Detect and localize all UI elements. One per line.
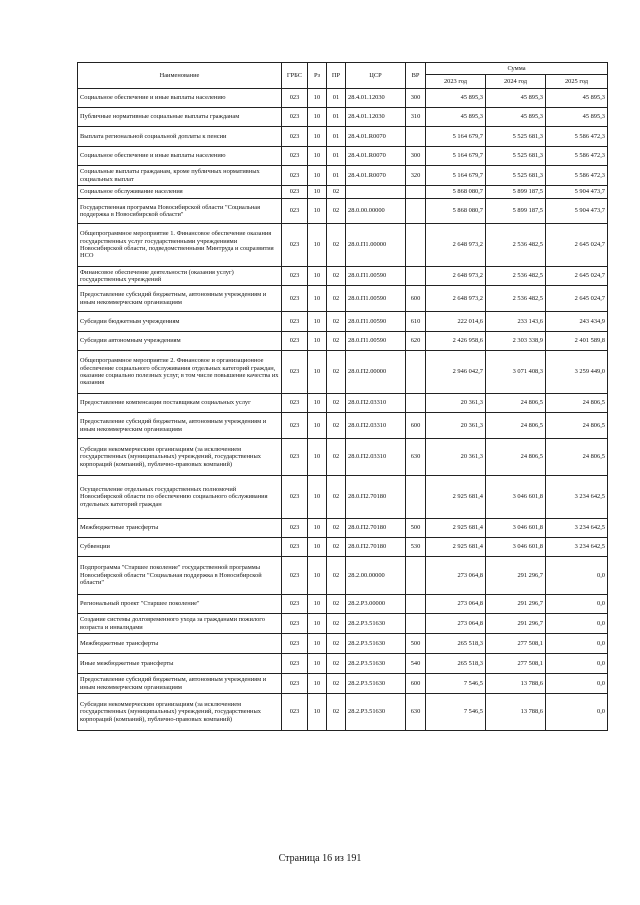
cell-grbs: 023 bbox=[282, 439, 308, 476]
cell-csr: 28.0.П2.70180 bbox=[346, 519, 406, 538]
cell-y1: 265 518,3 bbox=[426, 634, 486, 654]
cell-y1: 20 361,3 bbox=[426, 439, 486, 476]
header-name: Наименование bbox=[78, 63, 282, 89]
table-row bbox=[78, 286, 608, 312]
table-row bbox=[78, 267, 608, 286]
cell-y2: 5 525 681,3 bbox=[486, 147, 546, 166]
header-rz: Рз bbox=[308, 63, 327, 89]
cell-grbs: 023 bbox=[282, 89, 308, 108]
cell-y2: 13 788,6 bbox=[486, 694, 546, 731]
cell-y2: 3 046 601,8 bbox=[486, 538, 546, 557]
cell-pr: 02 bbox=[327, 332, 346, 351]
cell-y1: 7 546,5 bbox=[426, 694, 486, 731]
cell-y2: 2 536 482,5 bbox=[486, 224, 546, 267]
cell-csr: 28.0.П2.03310 bbox=[346, 394, 406, 413]
cell-y3: 3 234 642,5 bbox=[546, 476, 608, 519]
cell-pr: 02 bbox=[327, 557, 346, 595]
cell-csr: 28.2.P3.51630 bbox=[346, 654, 406, 674]
cell-y2: 3 046 601,8 bbox=[486, 519, 546, 538]
cell-rz: 10 bbox=[308, 634, 327, 654]
cell-y2: 24 806,5 bbox=[486, 439, 546, 476]
cell-pr: 02 bbox=[327, 538, 346, 557]
cell-pr: 01 bbox=[327, 108, 346, 127]
cell-rz: 10 bbox=[308, 439, 327, 476]
cell-pr: 02 bbox=[327, 312, 346, 332]
cell-y3: 2 645 024,7 bbox=[546, 286, 608, 312]
cell-rz: 10 bbox=[308, 267, 327, 286]
cell-grbs: 023 bbox=[282, 147, 308, 166]
cell-pr: 02 bbox=[327, 519, 346, 538]
cell-grbs: 023 bbox=[282, 166, 308, 186]
cell-grbs: 023 bbox=[282, 674, 308, 694]
cell-pr: 02 bbox=[327, 224, 346, 267]
cell-y3: 0,0 bbox=[546, 634, 608, 654]
cell-name: Общепрограммное мероприятие 1. Финансовое обеспечение оказания государственных услуг государственными учреждениями Новосибирской области, подведомственными Минтруда и соцразвития НСО bbox=[78, 224, 282, 267]
cell-pr: 02 bbox=[327, 595, 346, 614]
cell-csr: 28.0.П1.00590 bbox=[346, 332, 406, 351]
cell-csr: 28.2.P3.51630 bbox=[346, 614, 406, 634]
cell-vr: 310 bbox=[406, 108, 426, 127]
cell-rz: 10 bbox=[308, 351, 327, 394]
cell-grbs: 023 bbox=[282, 186, 308, 199]
cell-name: Финансовое обеспечение деятельности (оказания услуг) государственных учреждений bbox=[78, 267, 282, 286]
cell-y3: 2 645 024,7 bbox=[546, 267, 608, 286]
cell-rz: 10 bbox=[308, 614, 327, 634]
cell-rz: 10 bbox=[308, 654, 327, 674]
cell-grbs: 023 bbox=[282, 108, 308, 127]
cell-grbs: 023 bbox=[282, 614, 308, 634]
cell-y2: 24 806,5 bbox=[486, 394, 546, 413]
cell-y3: 0,0 bbox=[546, 674, 608, 694]
cell-vr: 610 bbox=[406, 312, 426, 332]
cell-name: Социальное обеспечение и иные выплаты населению bbox=[78, 147, 282, 166]
cell-y3: 3 259 449,0 bbox=[546, 351, 608, 394]
cell-y3: 5 904 473,7 bbox=[546, 186, 608, 199]
cell-name: Социальное обслуживание населения bbox=[78, 186, 282, 199]
table-row bbox=[78, 519, 608, 538]
cell-csr: 28.0.П1.00000 bbox=[346, 224, 406, 267]
cell-name: Предоставление субсидий бюджетным, автономным учреждениям и иным некоммерческим организациям bbox=[78, 286, 282, 312]
cell-rz: 10 bbox=[308, 127, 327, 147]
cell-csr: 28.0.П1.00590 bbox=[346, 312, 406, 332]
table-row bbox=[78, 557, 608, 595]
cell-y1: 2 648 973,2 bbox=[426, 286, 486, 312]
cell-vr: 500 bbox=[406, 634, 426, 654]
cell-y2: 2 536 482,5 bbox=[486, 267, 546, 286]
cell-vr bbox=[406, 557, 426, 595]
header-grbs: ГРБС bbox=[282, 63, 308, 89]
cell-y2: 5 899 187,5 bbox=[486, 199, 546, 224]
cell-name: Создание системы долговременного ухода за гражданами пожилого возраста и инвалидами bbox=[78, 614, 282, 634]
cell-vr bbox=[406, 267, 426, 286]
cell-vr bbox=[406, 595, 426, 614]
cell-csr: 28.0.П1.00590 bbox=[346, 267, 406, 286]
cell-rz: 10 bbox=[308, 312, 327, 332]
table-row bbox=[78, 413, 608, 439]
header-year-2024: 2024 год bbox=[486, 75, 546, 89]
cell-y1: 222 014,6 bbox=[426, 312, 486, 332]
budget-table bbox=[77, 62, 608, 731]
cell-y3: 0,0 bbox=[546, 694, 608, 731]
cell-y1: 20 361,3 bbox=[426, 394, 486, 413]
cell-pr: 02 bbox=[327, 351, 346, 394]
cell-y3: 45 895,3 bbox=[546, 108, 608, 127]
table-row bbox=[78, 674, 608, 694]
cell-vr bbox=[406, 186, 426, 199]
cell-grbs: 023 bbox=[282, 199, 308, 224]
cell-rz: 10 bbox=[308, 199, 327, 224]
cell-pr: 02 bbox=[327, 634, 346, 654]
table-row bbox=[78, 634, 608, 654]
cell-name: Предоставление компенсации поставщикам социальных услуг bbox=[78, 394, 282, 413]
cell-vr bbox=[406, 614, 426, 634]
cell-name: Предоставление субсидий бюджетным, автономным учреждениям и иным некоммерческим организациям bbox=[78, 413, 282, 439]
cell-y3: 45 895,3 bbox=[546, 89, 608, 108]
cell-name: Общепрограммное мероприятие 2. Финансовое и организационное обеспечение социального обслуживания отдельных категорий граждан, оказание социально полезных услуг, в том числе повышение качества их оказания bbox=[78, 351, 282, 394]
cell-name: Социальные выплаты гражданам, кроме публичных нормативных социальных выплат bbox=[78, 166, 282, 186]
cell-y2: 3 046 601,8 bbox=[486, 476, 546, 519]
cell-y1: 2 648 973,2 bbox=[426, 224, 486, 267]
cell-csr: 28.2.P3.00000 bbox=[346, 595, 406, 614]
cell-vr: 630 bbox=[406, 694, 426, 731]
header-year-2025: 2025 год bbox=[546, 75, 608, 89]
cell-y1: 2 946 042,7 bbox=[426, 351, 486, 394]
cell-y1: 20 361,3 bbox=[426, 413, 486, 439]
table-row bbox=[78, 654, 608, 674]
cell-y2: 277 508,1 bbox=[486, 634, 546, 654]
cell-y2: 2 536 482,5 bbox=[486, 286, 546, 312]
cell-grbs: 023 bbox=[282, 654, 308, 674]
cell-y1: 5 164 679,7 bbox=[426, 147, 486, 166]
cell-y3: 0,0 bbox=[546, 557, 608, 595]
header-vr: ВР bbox=[406, 63, 426, 89]
cell-name: Подпрограмма "Старшее поколение" государственной программы Новосибирской области "Социальная поддержка в Новосибирской области" bbox=[78, 557, 282, 595]
cell-y1: 2 925 681,4 bbox=[426, 538, 486, 557]
cell-y1: 5 164 679,7 bbox=[426, 166, 486, 186]
cell-vr: 300 bbox=[406, 147, 426, 166]
cell-pr: 02 bbox=[327, 674, 346, 694]
cell-y3: 5 586 472,3 bbox=[546, 147, 608, 166]
cell-vr: 540 bbox=[406, 654, 426, 674]
cell-y2: 291 296,7 bbox=[486, 557, 546, 595]
cell-y3: 0,0 bbox=[546, 614, 608, 634]
cell-csr: 28.2.00.00000 bbox=[346, 557, 406, 595]
table-row bbox=[78, 439, 608, 476]
table-row bbox=[78, 166, 608, 186]
table-row bbox=[78, 147, 608, 166]
cell-y1: 5 164 679,7 bbox=[426, 127, 486, 147]
budget-table-page bbox=[77, 62, 607, 731]
cell-rz: 10 bbox=[308, 89, 327, 108]
cell-grbs: 023 bbox=[282, 595, 308, 614]
cell-y3: 2 401 589,8 bbox=[546, 332, 608, 351]
cell-y2: 5 525 681,3 bbox=[486, 127, 546, 147]
cell-y1: 5 868 080,7 bbox=[426, 186, 486, 199]
cell-y2: 277 508,1 bbox=[486, 654, 546, 674]
table-row bbox=[78, 127, 608, 147]
cell-name: Публичные нормативные социальные выплаты гражданам bbox=[78, 108, 282, 127]
cell-y1: 45 895,3 bbox=[426, 108, 486, 127]
cell-rz: 10 bbox=[308, 147, 327, 166]
cell-y2: 24 806,5 bbox=[486, 413, 546, 439]
cell-y1: 2 925 681,4 bbox=[426, 519, 486, 538]
cell-vr: 600 bbox=[406, 286, 426, 312]
cell-pr: 02 bbox=[327, 694, 346, 731]
cell-pr: 02 bbox=[327, 267, 346, 286]
cell-grbs: 023 bbox=[282, 538, 308, 557]
cell-name: Предоставление субсидий бюджетным, автономным учреждениям и иным некоммерческим организациям bbox=[78, 674, 282, 694]
cell-vr: 630 bbox=[406, 439, 426, 476]
cell-grbs: 023 bbox=[282, 519, 308, 538]
cell-csr: 28.2.P3.51630 bbox=[346, 694, 406, 731]
cell-grbs: 023 bbox=[282, 394, 308, 413]
table-row bbox=[78, 394, 608, 413]
cell-grbs: 023 bbox=[282, 332, 308, 351]
table-row bbox=[78, 332, 608, 351]
cell-csr: 28.0.П2.00000 bbox=[346, 351, 406, 394]
cell-csr: 28.0.П2.70180 bbox=[346, 538, 406, 557]
cell-vr: 300 bbox=[406, 89, 426, 108]
cell-rz: 10 bbox=[308, 674, 327, 694]
cell-y3: 2 645 024,7 bbox=[546, 224, 608, 267]
cell-y3: 24 806,5 bbox=[546, 439, 608, 476]
cell-pr: 02 bbox=[327, 439, 346, 476]
cell-grbs: 023 bbox=[282, 286, 308, 312]
cell-y2: 45 895,3 bbox=[486, 108, 546, 127]
cell-pr: 01 bbox=[327, 166, 346, 186]
cell-csr: 28.4.01.12030 bbox=[346, 89, 406, 108]
cell-rz: 10 bbox=[308, 332, 327, 351]
cell-y2: 13 788,6 bbox=[486, 674, 546, 694]
cell-csr: 28.4.01.R0070 bbox=[346, 127, 406, 147]
cell-csr: 28.2.P3.51630 bbox=[346, 674, 406, 694]
table-row bbox=[78, 614, 608, 634]
cell-csr: 28.4.01.R0070 bbox=[346, 166, 406, 186]
cell-csr: 28.0.П2.03310 bbox=[346, 439, 406, 476]
cell-csr: 28.0.П2.70180 bbox=[346, 476, 406, 519]
cell-csr: 28.2.P3.51630 bbox=[346, 634, 406, 654]
cell-name: Межбюджетные трансферты bbox=[78, 634, 282, 654]
cell-rz: 10 bbox=[308, 286, 327, 312]
cell-pr: 02 bbox=[327, 186, 346, 199]
cell-rz: 10 bbox=[308, 538, 327, 557]
cell-y1: 265 518,3 bbox=[426, 654, 486, 674]
cell-pr: 02 bbox=[327, 199, 346, 224]
cell-pr: 01 bbox=[327, 89, 346, 108]
cell-name: Субсидии бюджетным учреждениям bbox=[78, 312, 282, 332]
cell-y3: 5 586 472,3 bbox=[546, 127, 608, 147]
cell-pr: 01 bbox=[327, 147, 346, 166]
cell-y2: 45 895,3 bbox=[486, 89, 546, 108]
cell-name: Субсидии некоммерческим организациям (за исключением государственных (муниципальных) учреждений, государственных корпораций (компаний), публично-правовых компаний) bbox=[78, 439, 282, 476]
page-number: Страница 16 из 191 bbox=[278, 853, 362, 864]
cell-y1: 5 868 080,7 bbox=[426, 199, 486, 224]
cell-y2: 5 525 681,3 bbox=[486, 166, 546, 186]
table-row bbox=[78, 312, 608, 332]
table-row bbox=[78, 595, 608, 614]
cell-y2: 291 296,7 bbox=[486, 614, 546, 634]
cell-csr: 28.0.П1.00590 bbox=[346, 286, 406, 312]
cell-y2: 3 071 408,3 bbox=[486, 351, 546, 394]
cell-y2: 291 296,7 bbox=[486, 595, 546, 614]
cell-grbs: 023 bbox=[282, 413, 308, 439]
cell-rz: 10 bbox=[308, 166, 327, 186]
cell-y3: 24 806,5 bbox=[546, 394, 608, 413]
cell-rz: 10 bbox=[308, 694, 327, 731]
cell-name: Социальное обеспечение и иные выплаты населению bbox=[78, 89, 282, 108]
cell-grbs: 023 bbox=[282, 694, 308, 731]
cell-y2: 5 899 187,5 bbox=[486, 186, 546, 199]
cell-vr: 620 bbox=[406, 332, 426, 351]
cell-rz: 10 bbox=[308, 413, 327, 439]
cell-name: Межбюджетные трансферты bbox=[78, 519, 282, 538]
cell-pr: 02 bbox=[327, 614, 346, 634]
cell-y1: 273 064,8 bbox=[426, 557, 486, 595]
cell-y3: 243 434,9 bbox=[546, 312, 608, 332]
cell-pr: 02 bbox=[327, 413, 346, 439]
header-pr: ПР bbox=[327, 63, 346, 89]
cell-grbs: 023 bbox=[282, 224, 308, 267]
cell-grbs: 023 bbox=[282, 476, 308, 519]
cell-pr: 02 bbox=[327, 654, 346, 674]
table-row bbox=[78, 199, 608, 224]
cell-pr: 02 bbox=[327, 286, 346, 312]
cell-grbs: 023 bbox=[282, 557, 308, 595]
cell-vr bbox=[406, 127, 426, 147]
table-row bbox=[78, 694, 608, 731]
cell-rz: 10 bbox=[308, 595, 327, 614]
cell-y3: 3 234 642,5 bbox=[546, 519, 608, 538]
cell-rz: 10 bbox=[308, 476, 327, 519]
cell-csr: 28.4.01.R0070 bbox=[346, 147, 406, 166]
table-row bbox=[78, 89, 608, 108]
cell-rz: 10 bbox=[308, 394, 327, 413]
cell-rz: 10 bbox=[308, 186, 327, 199]
cell-rz: 10 bbox=[308, 519, 327, 538]
cell-pr: 02 bbox=[327, 394, 346, 413]
cell-vr bbox=[406, 394, 426, 413]
cell-rz: 10 bbox=[308, 108, 327, 127]
cell-y1: 273 064,8 bbox=[426, 595, 486, 614]
cell-name: Региональный проект "Старшее поколение" bbox=[78, 595, 282, 614]
cell-y1: 2 648 973,2 bbox=[426, 267, 486, 286]
table-row bbox=[78, 538, 608, 557]
cell-y2: 2 303 338,9 bbox=[486, 332, 546, 351]
cell-csr: 28.4.01.12030 bbox=[346, 108, 406, 127]
cell-y3: 0,0 bbox=[546, 654, 608, 674]
cell-y3: 5 904 473,7 bbox=[546, 199, 608, 224]
header-sum: Сумма bbox=[426, 63, 608, 75]
cell-vr: 600 bbox=[406, 413, 426, 439]
cell-vr: 530 bbox=[406, 538, 426, 557]
cell-y2: 233 143,6 bbox=[486, 312, 546, 332]
cell-grbs: 023 bbox=[282, 351, 308, 394]
cell-vr: 600 bbox=[406, 674, 426, 694]
cell-csr: 28.0.П2.03310 bbox=[346, 413, 406, 439]
cell-name: Субсидии автономным учреждениям bbox=[78, 332, 282, 351]
cell-vr bbox=[406, 476, 426, 519]
cell-y1: 2 426 958,6 bbox=[426, 332, 486, 351]
table-row bbox=[78, 108, 608, 127]
cell-rz: 10 bbox=[308, 557, 327, 595]
cell-vr: 500 bbox=[406, 519, 426, 538]
cell-pr: 02 bbox=[327, 476, 346, 519]
cell-name: Субвенции bbox=[78, 538, 282, 557]
cell-vr bbox=[406, 199, 426, 224]
cell-name: Выплата региональной социальной доплаты к пенсии bbox=[78, 127, 282, 147]
cell-y1: 273 064,8 bbox=[426, 614, 486, 634]
cell-grbs: 023 bbox=[282, 267, 308, 286]
cell-vr bbox=[406, 351, 426, 394]
header-csr: ЦСР bbox=[346, 63, 406, 89]
cell-name: Субсидии некоммерческим организациям (за исключением государственных (муниципальных) учреждений, государственных корпораций (компаний), публично-правовых компаний) bbox=[78, 694, 282, 731]
cell-name: Государственная программа Новосибирской области "Социальная поддержка в Новосибирской области" bbox=[78, 199, 282, 224]
cell-name: Иные межбюджетные трансферты bbox=[78, 654, 282, 674]
cell-y3: 24 806,5 bbox=[546, 413, 608, 439]
cell-y1: 45 895,3 bbox=[426, 89, 486, 108]
cell-grbs: 023 bbox=[282, 634, 308, 654]
cell-vr bbox=[406, 224, 426, 267]
cell-csr bbox=[346, 186, 406, 199]
cell-y1: 7 546,5 bbox=[426, 674, 486, 694]
cell-pr: 01 bbox=[327, 127, 346, 147]
cell-y3: 5 586 472,3 bbox=[546, 166, 608, 186]
table-row bbox=[78, 351, 608, 394]
cell-grbs: 023 bbox=[282, 127, 308, 147]
cell-vr: 320 bbox=[406, 166, 426, 186]
table-row bbox=[78, 476, 608, 519]
cell-y3: 0,0 bbox=[546, 595, 608, 614]
cell-name: Осуществление отдельных государственных полномочий Новосибирской области по обеспечению социального обслуживания отдельных категорий граждан bbox=[78, 476, 282, 519]
cell-y1: 2 925 681,4 bbox=[426, 476, 486, 519]
table-row bbox=[78, 224, 608, 267]
cell-grbs: 023 bbox=[282, 312, 308, 332]
cell-csr: 28.0.00.00000 bbox=[346, 199, 406, 224]
header-year-2023: 2023 год bbox=[426, 75, 486, 89]
cell-y3: 3 234 642,5 bbox=[546, 538, 608, 557]
table-row bbox=[78, 186, 608, 199]
cell-rz: 10 bbox=[308, 224, 327, 267]
